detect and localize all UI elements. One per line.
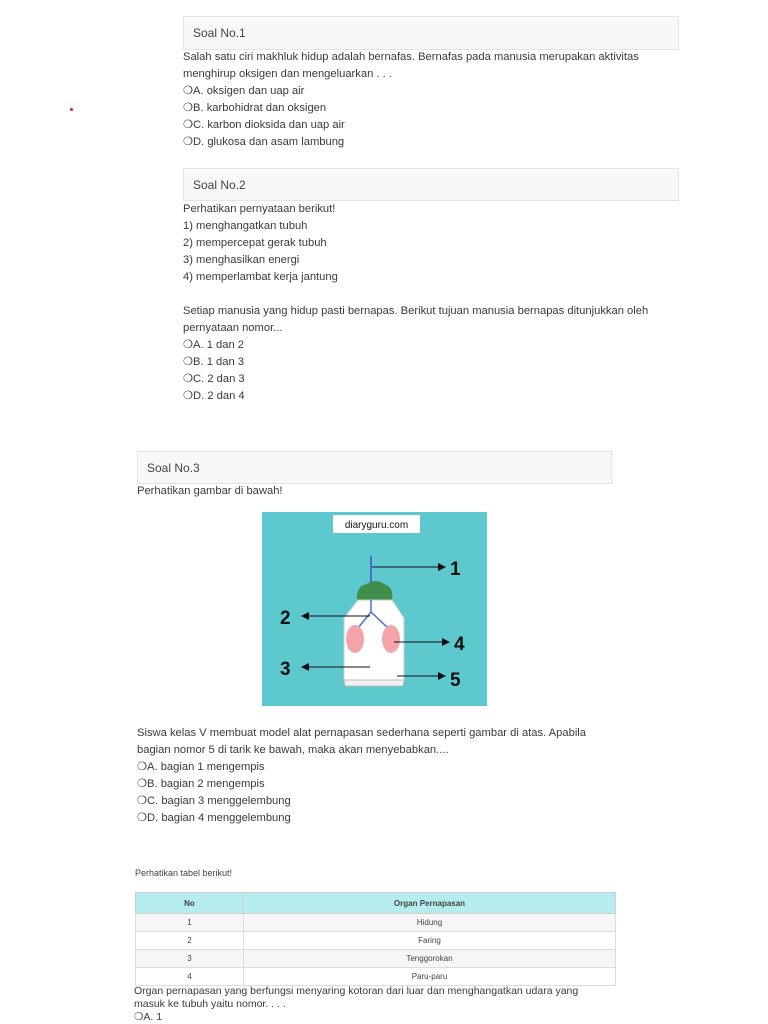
- table-cell: 1: [136, 914, 244, 932]
- option-a[interactable]: ❍A. 1 dan 2: [183, 339, 245, 351]
- left-balloon: [346, 625, 364, 653]
- question-text-line: menghirup oksigen dan mengeluarkan . . .: [183, 68, 392, 80]
- question-2-body: [183, 303, 648, 405]
- option-b[interactable]: ❍B. 1 dan 3: [183, 356, 245, 368]
- question-3-header: [137, 451, 612, 484]
- statement-item: 2) mempercepat gerak tubuh: [183, 237, 327, 249]
- question-2-title: Soal No.2: [193, 177, 246, 192]
- question-text-line: Perhatikan gambar di bawah!: [137, 485, 283, 497]
- option-d[interactable]: ❍D. 2 dan 4: [183, 390, 245, 402]
- label-5: 5: [450, 670, 461, 691]
- option-a[interactable]: ❍A. oksigen dan uap air: [183, 85, 305, 97]
- question-2-statements: [183, 201, 338, 286]
- option-a[interactable]: ❍A. bagian 1 mengempis: [137, 761, 265, 773]
- option-c[interactable]: ❍C. bagian 3 menggelembung: [137, 795, 291, 807]
- table-cell: Tenggorokan: [244, 950, 616, 968]
- statement-item: 1) menghangatkan tubuh: [183, 220, 308, 232]
- option-a[interactable]: ❍A. 1: [134, 1011, 163, 1023]
- respiration-model-figure: [262, 512, 487, 706]
- question-2-header: [183, 168, 679, 201]
- question-1-title: Soal No.1: [193, 26, 246, 40]
- table-cell: 3: [136, 950, 244, 968]
- table-row: [136, 914, 616, 932]
- label-1: 1: [450, 559, 461, 580]
- respiration-model-diagram: [262, 512, 487, 706]
- question-4-body: [134, 985, 578, 1024]
- option-d[interactable]: ❍D. glukosa dan asam lambung: [183, 136, 345, 148]
- label-2: 2: [280, 608, 291, 629]
- red-dot-marker: [70, 108, 73, 111]
- label-4: 4: [454, 634, 465, 655]
- option-b[interactable]: ❍B. bagian 2 mengempis: [137, 778, 265, 790]
- table-cell: 2: [136, 932, 244, 950]
- table-cell: Hidung: [244, 914, 616, 932]
- question-text-line: pernyataan nomor...: [183, 322, 283, 334]
- statement-item: 3) menghasilkan energi: [183, 254, 300, 266]
- table-cell: 4: [136, 968, 244, 986]
- table-row: [136, 932, 616, 950]
- bottle-cap: [357, 581, 392, 600]
- table-cell: Faring: [244, 932, 616, 950]
- watermark-text: diaryguru.com: [344, 520, 409, 531]
- question-1-header: [183, 16, 679, 50]
- table-cell: Paru-paru: [244, 968, 616, 986]
- option-d[interactable]: ❍D. bagian 4 menggelembung: [137, 812, 291, 824]
- table-row: [136, 968, 616, 986]
- option-c[interactable]: ❍C. karbon dioksida dan uap air: [183, 119, 345, 131]
- option-c[interactable]: ❍C. 2 dan 3: [183, 373, 245, 385]
- question-text-line: Siswa kelas V membuat model alat pernapasan sederhana seperti gambar di atas. Apabila: [137, 727, 587, 739]
- right-balloon: [382, 625, 400, 653]
- question-text-line: Setiap manusia yang hidup pasti bernapas. Berikut tujuan manusia bernapas ditunjukkan oleh: [183, 305, 649, 317]
- question-text-line: masuk ke tubuh yaitu nomor. . . .: [134, 998, 286, 1010]
- table-row: [136, 950, 616, 968]
- table-header-row: [136, 893, 616, 914]
- question-text-line: Salah satu ciri makhluk hidup adalah bernafas. Bernafas pada manusia merupakan aktivitas: [183, 51, 639, 63]
- statement-item: 4) memperlambat kerja jantung: [183, 271, 338, 283]
- question-4-intro: Perhatikan tabel berikut!: [135, 868, 233, 878]
- question-text-line: Organ pernapasan yang berfungsi menyaring kotoran dari luar dan menghangatkan udara yang: [134, 985, 579, 997]
- rubber-membrane: [344, 680, 404, 686]
- question-1-body: [183, 49, 639, 151]
- question-3-title: Soal No.3: [147, 460, 200, 475]
- question-text-line: Perhatikan pernyataan berikut!: [183, 203, 336, 215]
- question-3-body: [137, 725, 586, 827]
- question-3-intro: [137, 483, 283, 500]
- table-header: No: [136, 893, 244, 914]
- question-text-line: bagian nomor 5 di tarik ke bawah, maka akan menyebabkan....: [137, 744, 449, 756]
- table-header: Organ Pernapasan: [244, 893, 616, 914]
- label-3: 3: [280, 659, 291, 680]
- option-b[interactable]: ❍B. karbohidrat dan oksigen: [183, 102, 327, 114]
- organ-table: [135, 892, 616, 986]
